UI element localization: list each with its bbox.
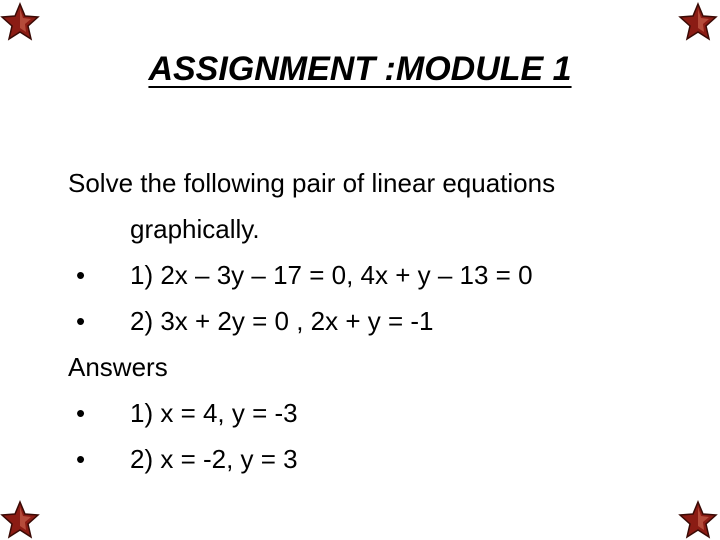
- star-icon: [0, 2, 40, 42]
- list-item: [68, 252, 688, 298]
- slide-title: ASSIGNMENT :MODULE 1: [148, 50, 572, 88]
- list-item: [68, 390, 688, 436]
- answer-1: 1) x = 4, y = -3: [130, 398, 298, 428]
- bullet: •: [76, 444, 86, 474]
- bullet: •: [76, 260, 86, 290]
- list-item: [68, 436, 688, 482]
- star-icon: [678, 2, 718, 42]
- answer-2: 2) x = -2, y = 3: [130, 444, 298, 474]
- bullet: •: [76, 398, 86, 428]
- equation-pair-2: 2) 3x + 2y = 0 , 2x + y = -1: [130, 306, 434, 336]
- problem-intro: Solve the following pair of linear equations: [68, 168, 556, 198]
- answers-heading: Answers: [68, 352, 168, 382]
- list-item: [68, 298, 688, 344]
- problem-intro-continuation: graphically.: [130, 214, 260, 244]
- star-icon: [678, 500, 718, 540]
- bullet: •: [76, 306, 86, 336]
- slide-body: [68, 160, 688, 482]
- equation-pair-1: 1) 2x – 3y – 17 = 0, 4x + y – 13 = 0: [130, 260, 533, 290]
- star-icon: [0, 500, 40, 540]
